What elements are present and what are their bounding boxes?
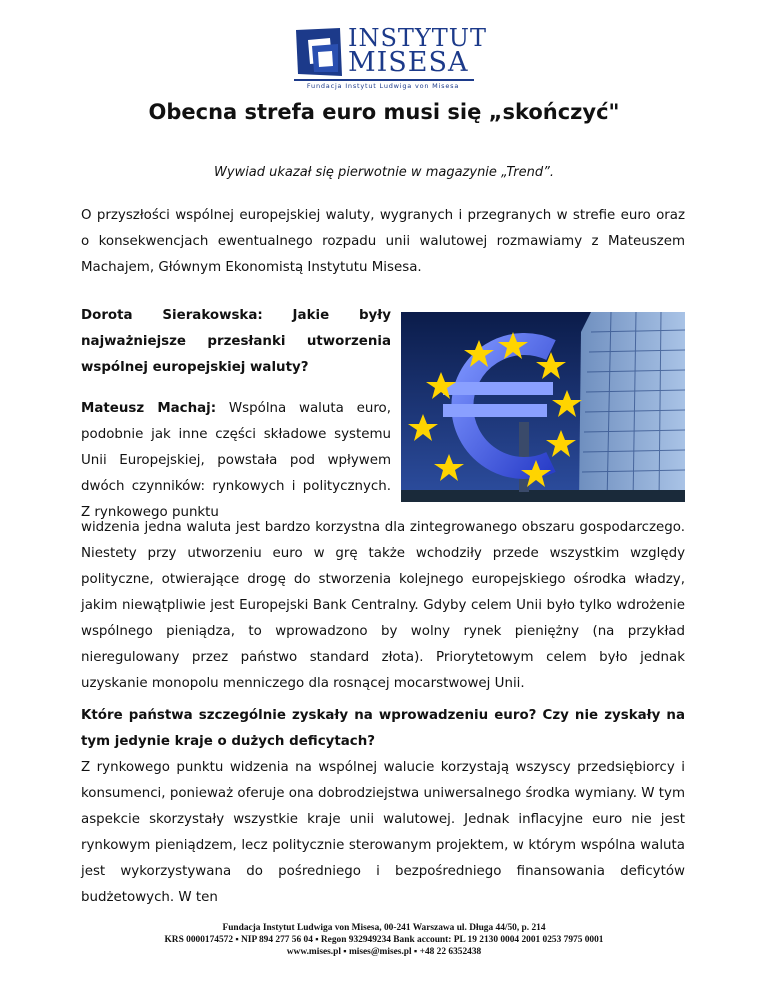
- logo-rule: [294, 79, 474, 81]
- question-1: Dorota Sierakowska: Jakie były najważniejsze przesłanki utworzenia wspólnej europejskiej waluty?: [81, 308, 391, 375]
- logo-line2: MISESA: [348, 47, 469, 78]
- answer-1-start: [81, 396, 391, 526]
- page-subtitle: Wywiad ukazał się pierwotnie w magazynie „Trend”.: [214, 165, 554, 180]
- answer-2: Z rynkowego punktu widzenia na wspólnej walucie korzystają wszyscy przedsiębiorcy i konsumenci, ponieważ oferuje ona dobrodziejstwa uniwersalnego środka wymiany. W tym aspekcie skorzystały wszystkie kraje unii walutowej. Jednak inflacyjne euro nie jest rynkowym pieniądzem, lecz politycznie sterowanym projektem, w którym wspólna waluta jest wykorzystywana do pośredniego i bezpośredniego finansowania deficytów budżetowych. W ten: [81, 760, 685, 905]
- euro-sculpture-photo: [401, 312, 685, 502]
- answer-1-continued: widzenia jedna waluta jest bardzo korzystna dla zintegrowanego obszaru gospodarczego. Niestety przy utworzeniu euro w grę także wchodziły przede wszystkim względy polityczne, otwierające drogę do stworzenia kolejnego europejskiego ośrodka władzy, jakim niewątpliwie jest Europejski Bank Centralny. Gdyby celem Unii było tylko wdrożenie wspólnego pieniądza, to wprowadzono by wolny rynek pieniężny (na przykład nieregulowany przez państwo standard złota). Priorytetowym celem było jednak uzyskanie monopolu menniczego dla rosnącej mocarstwowej Unii.: [81, 520, 685, 691]
- question-2: Które państwa szczególnie zyskały na wprowadzeniu euro? Czy nie zyskały na tym jedynie kraje o dużych deficytach?: [81, 708, 685, 749]
- footer-address: Fundacja Instytut Ludwiga von Misesa, 00-241 Warszawa ul. Długa 44/50, p. 214: [222, 923, 546, 933]
- logo-line1: INSTYTUT: [348, 24, 488, 52]
- answer-1-start-text: Wspólna waluta euro, podobnie jak inne części składowe systemu Unii Europejskiej, powstała pod wpływem dwóch czynników: rynkowych i politycznych. Z rynkowego punktu: [81, 401, 391, 520]
- footer-contact: www.mises.pl ▪ mises@mises.pl ▪ +48 22 6352438: [286, 947, 482, 957]
- institute-logo: [290, 24, 488, 90]
- logo-mark-icon: [292, 26, 344, 78]
- logo-subtitle: Fundacja Instytut Ludwiga von Misesa: [306, 82, 460, 90]
- footer-registry: KRS 0000174572 ▪ NIP 894 277 56 04 ▪ Regon 932949234 Bank account: PL 19 2130 0004 2001 0253 7975 0001: [164, 935, 604, 945]
- answer-1-speaker: Mateusz Machaj:: [81, 401, 217, 416]
- intro-paragraph: O przyszłości wspólnej europejskiej waluty, wygranych i przegranych w strefie euro oraz o konsekwencjach ewentualnego rozpadu unii walutowej rozmawiamy z Mateuszem Machajem, Głównym Ekonomistą Instytutu Misesa.: [81, 208, 685, 275]
- page-footer: [0, 922, 768, 958]
- page-title: Obecna strefa euro musi się „skończyć": [148, 100, 620, 124]
